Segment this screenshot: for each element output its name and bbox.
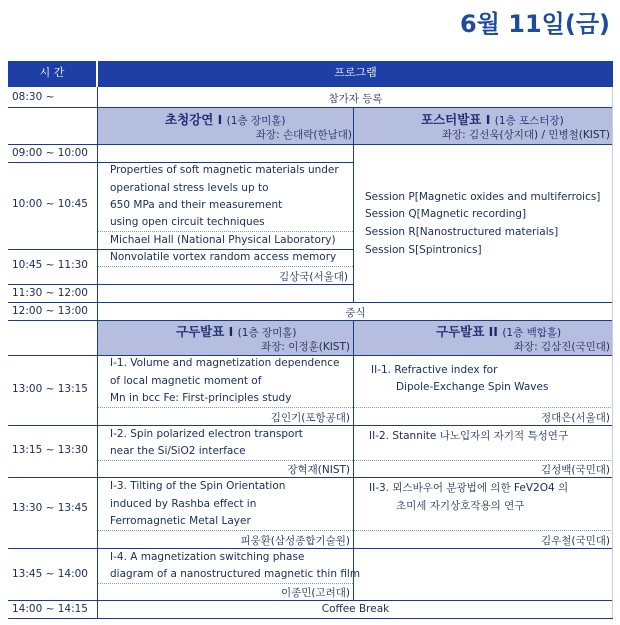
talk-1000-line3: 650 MPa and their measurement [110,199,283,211]
talk-1315-left-speaker: 장혁재(NIST) [287,464,350,476]
time-lunch: 12:00 ~ 13:00 [12,305,88,317]
talk-1045-speaker: 김상국(서울대) [278,271,348,283]
talk-1300-left-line2: of local magnetic moment of [110,375,262,387]
talk-1045-line1: Nonvolatile vortex random access memory [110,251,337,263]
talk-1330-right-line1: II-3. 뫼스바우어 분광법에 의한 FeV2O4 의 [369,482,569,494]
poster-session-r: Session R[Nanostructured materials] [365,226,559,238]
oral1-title: 구두발표 I (1층 장미홀) [176,324,297,339]
invited-title: 초청강연 I (1층 장미홀) [165,112,286,127]
time-1315: 13:15 ~ 13:30 [12,444,88,456]
time-1000: 10:00 ~ 10:45 [12,198,88,210]
registration-label: 참가자 등록 [328,93,383,105]
time-0900: 09:00 ~ 10:00 [12,147,88,159]
invited-chair: 좌장: 손대락(한남대) [255,129,352,141]
talk-1330-left-line2: induced by Rashba effect in [110,498,257,510]
talk-1345-left-line2: diagram of a nanostructured magnetic thin film [110,568,361,580]
talk-1315-left-line1: I-2. Spin polarized electron transport [110,428,303,440]
talk-1300-right-speaker: 정대은(서울대) [540,412,610,424]
time-1330: 13:30 ~ 13:45 [12,502,88,514]
talk-1345-left-speaker: 이종민(고려대) [280,587,350,599]
talk-1330-right-line2: 초미세 자기상호작용의 연구 [396,500,525,512]
talk-1345-left-line1: I-4. A magnetization switching phase [110,551,305,563]
talk-1330-left-line3: Ferromagnetic Metal Layer [110,515,251,527]
talk-1315-right-speaker: 김성백(국민대) [540,464,610,476]
talk-1000-speaker: Michael Hall (National Physical Laboratory) [110,234,336,246]
time-1045: 10:45 ~ 11:30 [12,259,88,271]
talk-1000-line4: using open circuit techniques [110,216,265,228]
oral1-chair: 좌장: 이정훈(KIST) [261,341,350,353]
time-1300: 13:00 ~ 13:15 [12,383,88,395]
poster-session-s: Session S[Spintronics] [365,244,482,256]
page-title: 6월 11일(금) [460,10,610,38]
poster-session-q: Session Q[Magnetic recording] [365,208,527,220]
talk-1330-left-line1: I-3. Tilting of the Spin Orientation [110,480,286,492]
poster-title: 포스터발표 I (1층 포스터장) [421,112,564,127]
time-1345: 13:45 ~ 14:00 [12,568,88,580]
poster-chair: 좌장: 김선욱(상지대) / 민병철(KIST) [441,129,610,141]
talk-1000-line2: operational stress levels up to [110,182,269,194]
time-registration: 08:30 ~ [12,91,55,103]
talk-1330-left-speaker: 피웅환(삼성종합기술원) [240,535,350,547]
talk-1300-right-line1: II-1. Refractive index for [371,364,498,376]
talk-1300-left-speaker: 김인기(포항공대) [270,412,350,424]
lunch-label: 중식 [345,307,366,319]
time-column-header: 시 간 [8,61,96,87]
time-coffee: 14:00 ~ 14:15 [12,603,88,615]
oral2-title: 구두발표 II (1층 백합홀) [436,324,562,339]
program-column-header: 프로그램 [98,61,613,87]
talk-1300-left-line1: I-1. Volume and magnetization dependence [110,357,340,369]
poster-session-p: Session P[Magnetic oxides and multiferroics] [365,191,601,203]
talk-1000-line1: Properties of soft magnetic materials under [110,164,339,176]
talk-1300-right-line2: Dipole-Exchange Spin Waves [396,381,549,393]
talk-1315-right-line1: II-2. Stannite 나노입자의 자기적 특성연구 [369,430,569,442]
talk-1315-left-line2: near the Si/SiO2 interface [110,445,246,457]
coffee-break-label: Coffee Break [321,603,390,615]
talk-1330-right-speaker: 김우철(국민대) [540,535,610,547]
talk-1300-left-line3: Mn in bcc Fe: First-principles study [110,392,292,404]
time-1130: 11:30 ~ 12:00 [12,287,88,299]
oral2-chair: 좌장: 김삼진(국민대) [513,341,610,353]
